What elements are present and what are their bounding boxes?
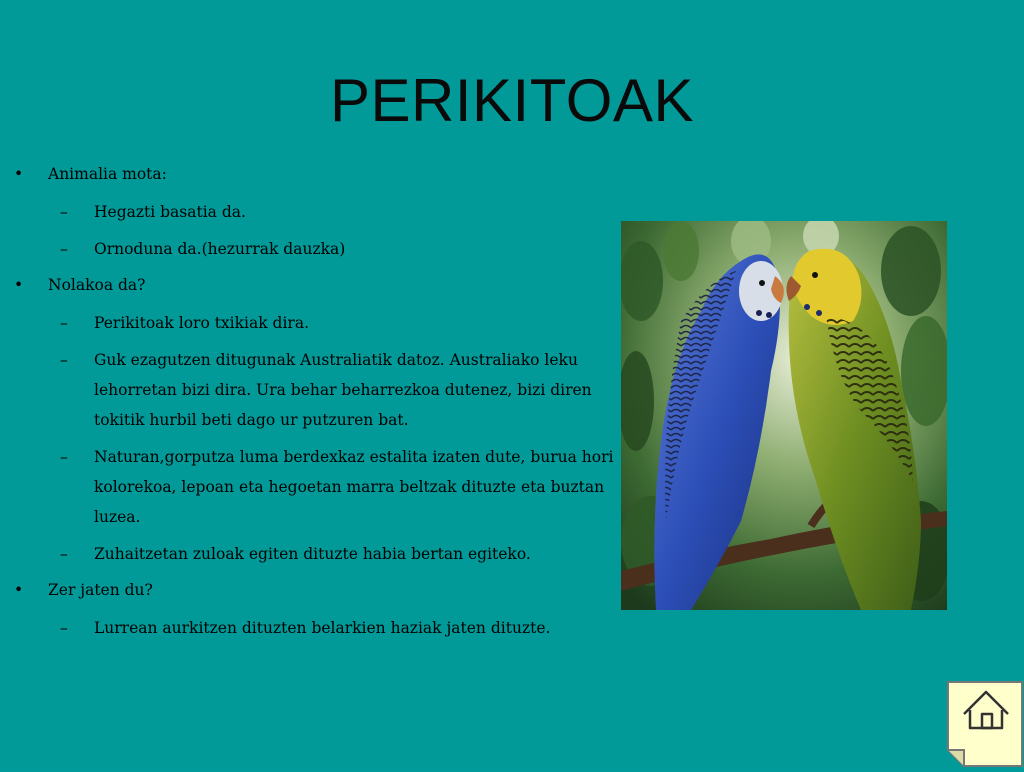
bullet-label: Nolakoa da? [48,276,146,294]
sub-item [14,613,634,643]
parrots-photo [621,221,947,610]
sub-item-text: Zuhaitzetan zuloak egiten dituzte habia bertan egiteko. [94,545,531,563]
bullet-label: Zer jaten du? [48,581,153,599]
bullet-nolakoa-da [14,271,634,300]
sub-item-text: Hegazti basatia da. [94,203,246,221]
sub-marker: – [60,448,68,466]
sub-marker: – [60,545,68,563]
sub-marker: – [60,351,68,369]
home-button[interactable] [946,680,1024,768]
sub-marker: – [60,203,68,221]
slide-content [14,160,634,650]
sub-item-text: Ornoduna da.(hezurrak dauzka) [94,240,346,258]
sub-item [14,345,634,435]
bullet-marker: • [14,276,24,294]
sub-item [14,539,634,569]
sub-item-text: Naturan,gorputza luma berdexkaz estalita izaten dute, burua hori kolorekoa, lepoan eta hegoetan marra beltzak dituzte eta buztan luzea. [94,448,614,526]
bullet-zer-jaten-du [14,576,634,605]
sub-item-text: Guk ezagutzen ditugunak Australiatik datoz. Australiako leku lehorretan bizi dira. Ura behar beharrezkoa dutenez, bizi diren tokitik hurbil beti dago ur putzuren bat. [94,351,592,429]
sub-item [14,442,634,532]
sub-item [14,234,634,264]
sub-marker: – [60,240,68,258]
bullet-marker: • [14,581,24,599]
bullet-marker: • [14,165,24,183]
sub-marker: – [60,314,68,332]
bullet-label: Animalia mota: [48,165,167,183]
sub-item [14,308,634,338]
slide-title: PERIKITOAK [329,67,694,134]
sub-marker: – [60,619,68,637]
sub-item-text: Lurrean aurkitzen dituzten belarkien haziak jaten dituzte. [94,619,551,637]
bullet-animalia-mota [14,160,634,189]
sub-item [14,197,634,227]
sub-item-text: Perikitoak loro txikiak dira. [94,314,309,332]
